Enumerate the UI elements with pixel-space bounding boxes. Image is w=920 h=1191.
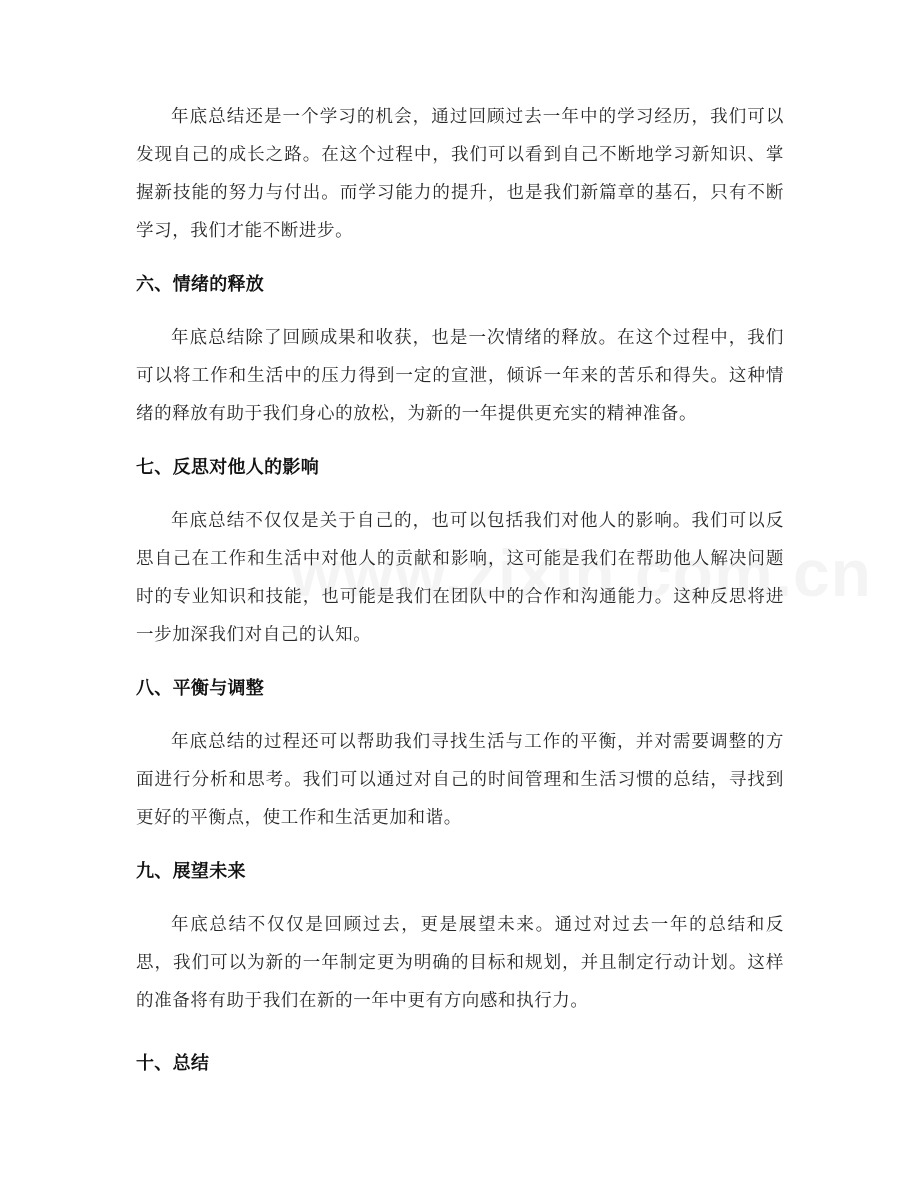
heading-future-outlook: 九、展望未来 [136,861,246,882]
paragraph-impact-on-others: 年底总结不仅仅是关于自己的，也可以包括我们对他人的影响。我们可以反思自己在工作和生活中对他人的贡献和影响，这可能是我们在帮助他人解决问题时的专业知识和技能，也可能是我们在团队中的合作和沟通能力。这种反思将进一步加深我们对自己的认知。 [136,511,784,645]
heading-emotional-release: 六、情绪的释放 [136,274,265,295]
paragraph-emotional-release: 年底总结除了回顾成果和收获，也是一次情绪的释放。在这个过程中，我们可以将工作和生活中的压力得到一定的宣泄，倾诉一年来的苦乐和得失。这种情绪的释放有助于我们身心的放松，为新的一年提供更充实的精神准备。 [136,328,784,424]
heading-impact-on-others: 七、反思对他人的影响 [136,457,319,478]
heading-balance-adjustment: 八、平衡与调整 [136,678,265,699]
paragraph-learning-opportunity: 年底总结还是一个学习的机会，通过回顾过去一年中的学习经历，我们可以发现自己的成长之路。在这个过程中，我们可以看到自己不断地学习新知识、掌握新技能的努力与付出。而学习能力的提升，也是我们新篇章的基石，只有不断学习，我们才能不断进步。 [136,107,784,241]
paragraph-balance-adjustment: 年底总结的过程还可以帮助我们寻找生活与工作的平衡，并对需要调整的方面进行分析和思考。我们可以通过对自己的时间管理和生活习惯的总结，寻找到更好的平衡点，使工作和生活更加和谐。 [136,732,784,828]
heading-summary: 十、总结 [136,1053,210,1074]
document-page [136,98,784,1079]
paragraph-future-outlook: 年底总结不仅仅是回顾过去，更是展望未来。通过对过去一年的总结和反思，我们可以为新的一年制定更为明确的目标和规划，并且制定行动计划。这样的准备将有助于我们在新的一年中更有方向感和执行力。 [136,915,784,1011]
